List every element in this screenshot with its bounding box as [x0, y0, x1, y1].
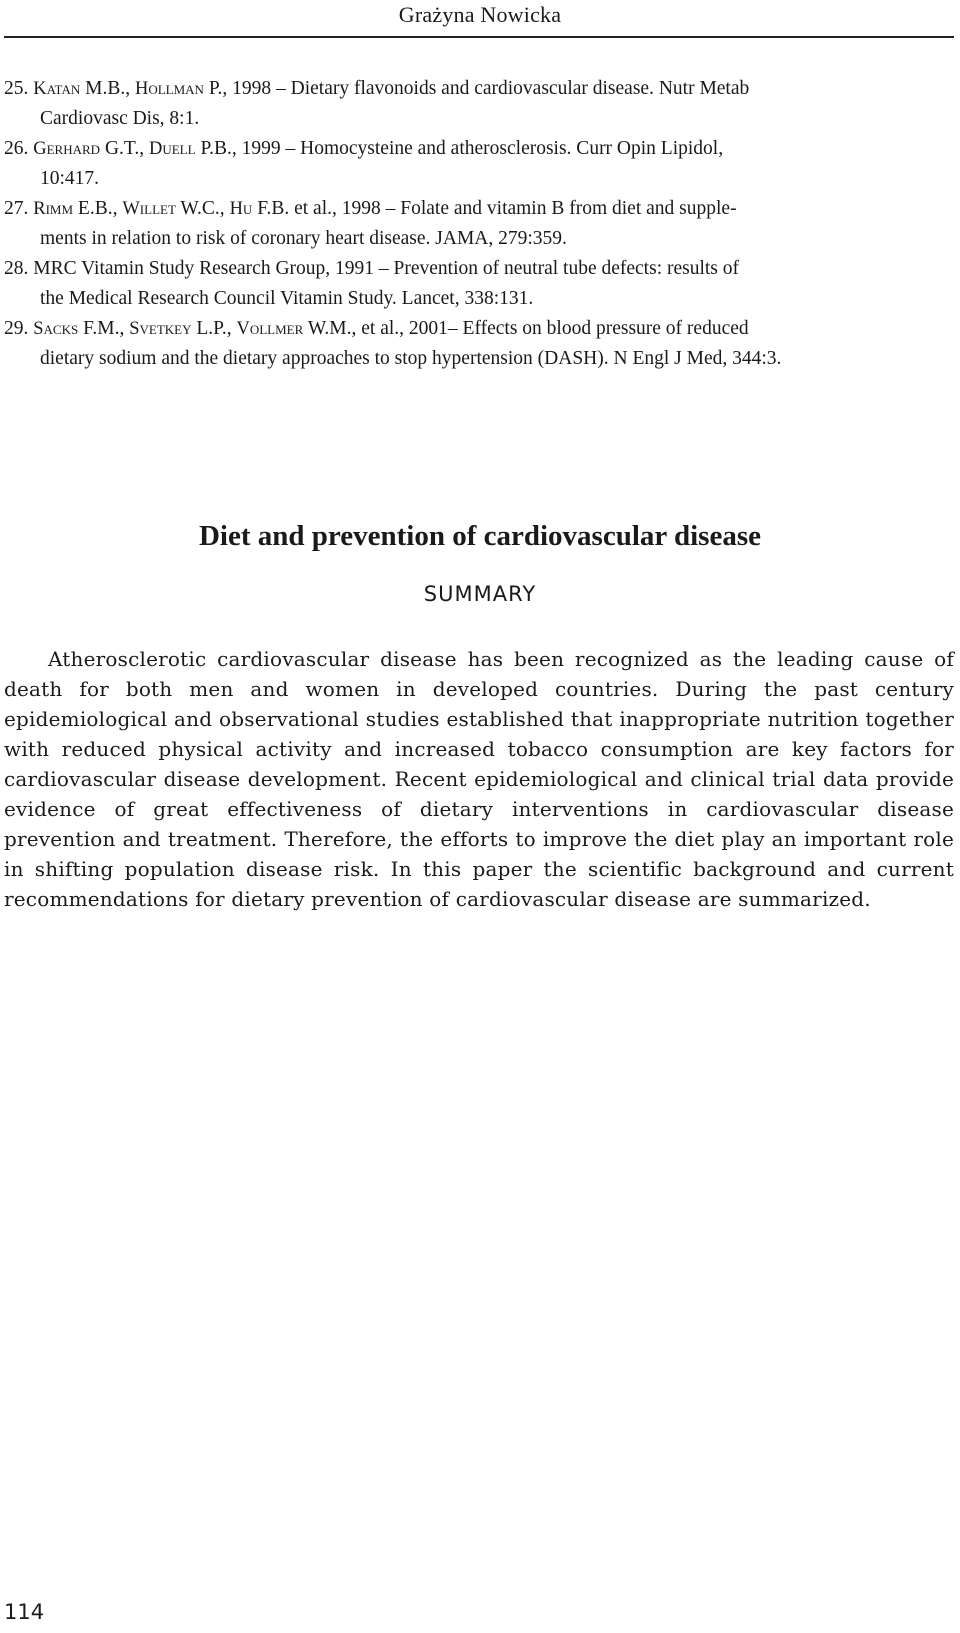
reference-item [4, 314, 954, 374]
reference-author: Gerhard [33, 139, 101, 159]
running-head: Grażyna Nowicka [398, 2, 562, 27]
reference-text: 1998 – Folate and vitamin B from diet and supple- [341, 198, 737, 219]
reference-continuation: ments in relation to risk of coronary heart disease. JAMA, 279:359. [40, 228, 567, 249]
reference-author-initials: L.P., [191, 318, 237, 339]
reference-author-initials: E.B., [73, 198, 123, 219]
reference-number: 29. [4, 318, 29, 339]
reference-author: Hollman [134, 79, 204, 99]
reference-author: Hu [229, 199, 253, 219]
reference-author-initials: W.C., [175, 198, 230, 219]
reference-number: 25. [4, 78, 29, 99]
reference-number: 27. [4, 198, 29, 219]
reference-continuation: 10:417. [40, 168, 100, 189]
reference-list [4, 74, 954, 374]
reference-author-initials: P., [203, 78, 233, 99]
reference-author: Willet [122, 199, 176, 219]
reference-text: 1999 – Homocysteine and atherosclerosis. Curr Opin Lipidol, [241, 138, 724, 159]
reference-item [4, 74, 954, 134]
reference-author-initials: F.M., [78, 318, 130, 339]
reference-author-initials: F.B. et al., [252, 198, 342, 219]
reference-author: Rimm [33, 199, 74, 219]
summary-heading: SUMMARY [423, 582, 537, 606]
reference-author: Svetkey [129, 319, 192, 339]
header-rule [4, 36, 954, 38]
reference-continuation: Cardiovasc Dis, 8:1. [40, 108, 200, 129]
reference-text: 1998 – Dietary flavonoids and cardiovascular disease. Nutr Metab [232, 78, 750, 99]
summary-text: Atherosclerotic cardiovascular disease has been recognized as the leading cause of death for both men and women in developed countries. During the past century epidemiological and observational studies established that inappropriate nutrition together with reduced physical activity and increased tobacco consumption are key factors for cardiovascular disease development. Recent epidemiological and clinical trial data provide evidence of great effectiveness of dietary interventions in cardiovascular disease prevention and treatment. Therefore, the efforts to improve the diet play an important role in shifting population disease risk. In this paper the scientific background and current recommendations for dietary prevention of cardiovascular disease are summarized. [4, 647, 954, 911]
reference-author-initials: M.B., [80, 78, 135, 99]
reference-item [4, 254, 954, 314]
reference-continuation: the Medical Research Council Vitamin Study. Lancet, 338:131. [40, 288, 534, 309]
reference-text: 2001– Effects on blood pressure of reduced [408, 318, 749, 339]
reference-text: MRC Vitamin Study Research Group, 1991 – Prevention of neutral tube defects: results of [33, 258, 740, 279]
reference-author: Duell [148, 139, 196, 159]
reference-continuation: dietary sodium and the dietary approaches to stop hypertension (DASH). N Engl J Med, 344:3. [40, 348, 782, 369]
reference-author: Vollmer [236, 319, 304, 339]
reference-author-initials: W.M., et al., [303, 318, 409, 339]
reference-item [4, 134, 954, 194]
page-number: 114 [4, 1600, 45, 1624]
reference-number: 28. [4, 258, 29, 279]
reference-author-initials: G.T., [100, 138, 149, 159]
reference-item [4, 194, 954, 254]
article-title: Diet and prevention of cardiovascular disease [198, 520, 761, 552]
reference-number: 26. [4, 138, 29, 159]
reference-author: Katan [33, 79, 81, 99]
reference-author: Sacks [33, 319, 79, 339]
reference-author-initials: P.B., [195, 138, 242, 159]
